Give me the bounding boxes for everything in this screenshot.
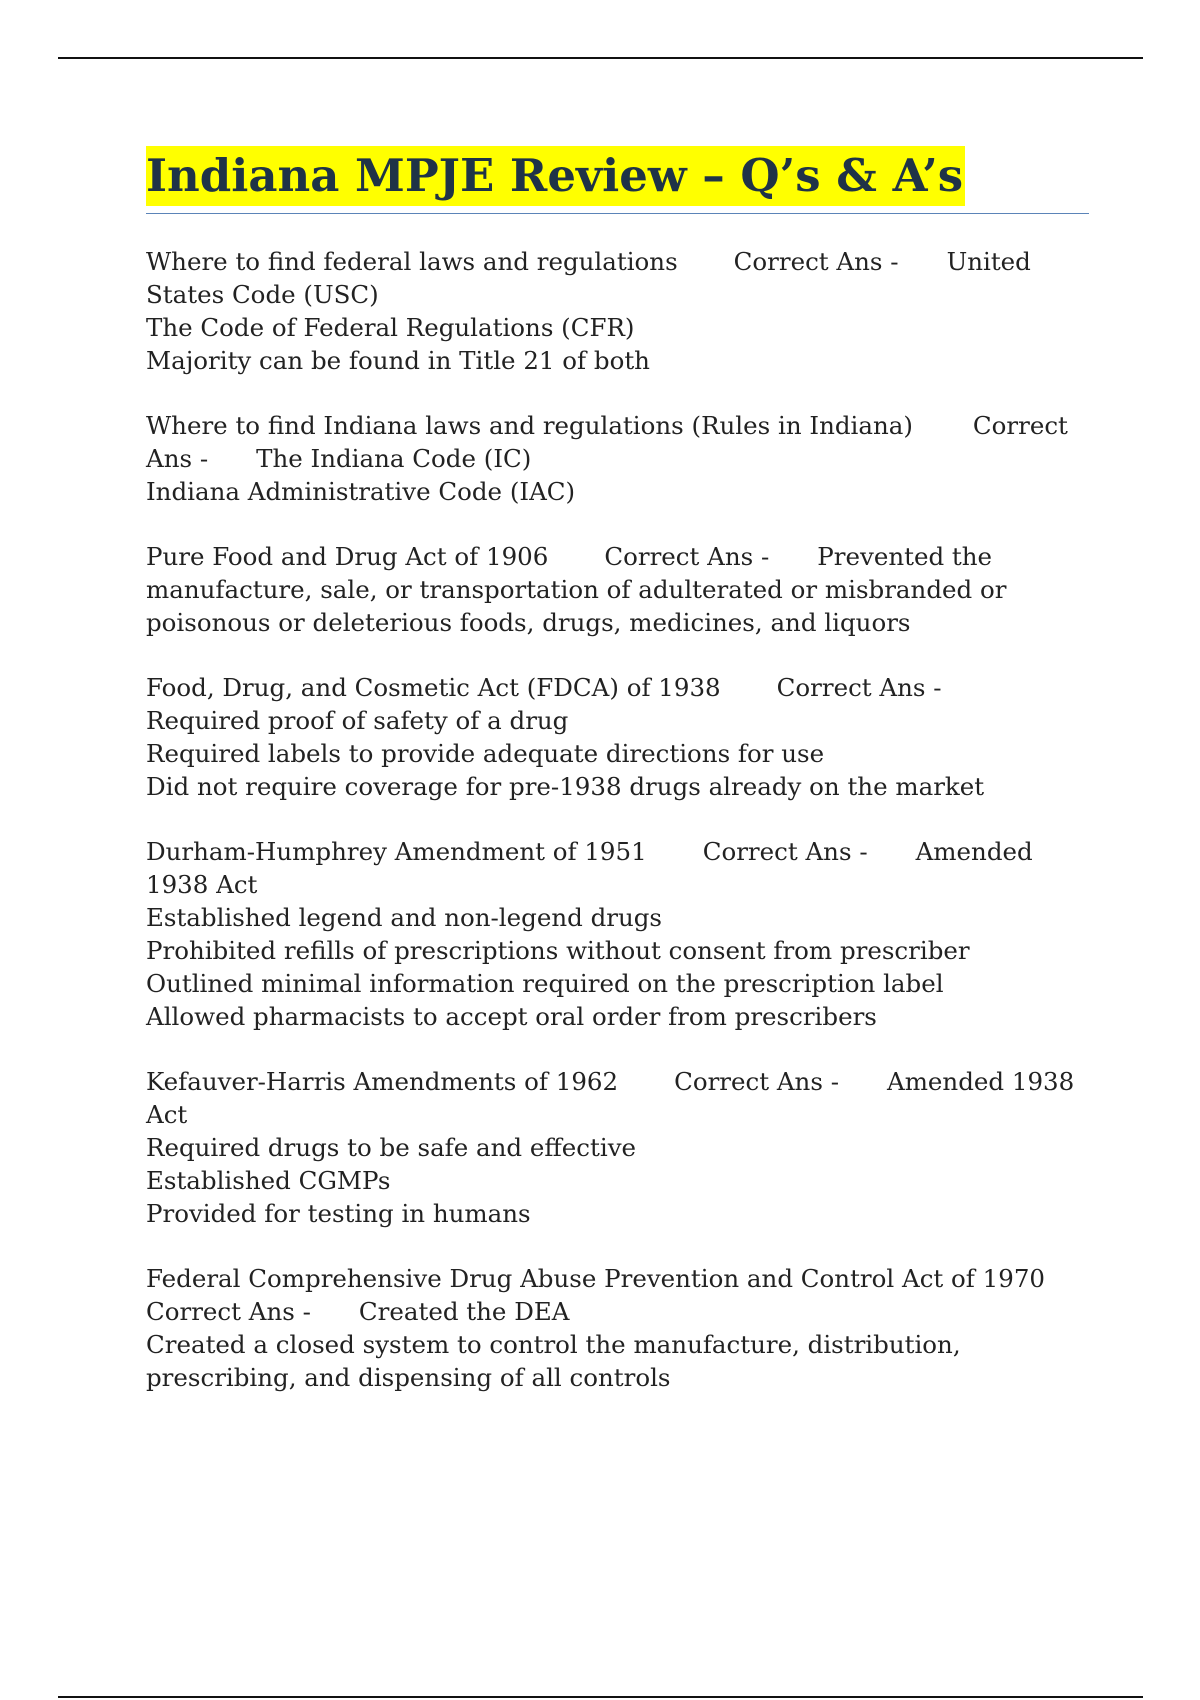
answer-line: States Code (USC) [146,280,379,309]
question-text: Pure Food and Drug Act of 1906 [146,542,549,571]
answer-text: Created the DEA [358,1297,570,1326]
title-block [146,146,965,206]
answer-line: Established legend and non-legend drugs [146,903,662,932]
qa-answer-start-line [146,1295,1096,1328]
answer-line: Required drugs to be safe and effective [146,1133,637,1162]
answer-text: Amended 1938 [887,1067,1075,1096]
answer-text: United [946,247,1031,276]
question-text: Durham-Humphrey Amendment of 1951 [146,837,647,866]
answer-dash: - [199,444,209,473]
qa-question-line [146,671,1096,704]
qa-question-line [146,245,1096,278]
qa-item [146,1262,1096,1394]
answer-line: Prohibited refills of prescriptions without consent from prescriber [146,936,970,965]
qa-item [146,671,1096,803]
answer-line: Provided for testing in humans [146,1199,531,1228]
question-text: Kefauver-Harris Amendments of 1962 [146,1067,619,1096]
answer-text: Amended [915,837,1033,866]
answer-line: Did not require coverage for pre-1938 drugs already on the market [146,772,985,801]
correct-word: Correct [972,411,1068,440]
answer-dash: - [830,1067,839,1096]
correct-label: Correct Ans [702,837,852,866]
answer-dash: - [933,673,942,702]
qa-question-line [146,1065,1096,1098]
answer-text: The Indiana Code (IC) [256,444,532,473]
question-text: Where to find Indiana laws and regulations (Rules in Indiana) [146,411,913,440]
correct-label: Correct Ans [776,673,926,702]
qa-question-line: Federal Comprehensive Drug Abuse Prevention and Control Act of 1970 [146,1264,1045,1293]
qa-item [146,245,1096,377]
answer-line: Outlined minimal information required on the prescription label [146,969,944,998]
title-underline [146,213,1089,214]
qa-item [146,1065,1096,1230]
answer-line: Majority can be found in Title 21 of both [146,346,650,375]
qa-item [146,540,1096,639]
qa-item [146,835,1096,1033]
correct-label: Correct Ans [674,1067,823,1096]
qa-question-line [146,409,1096,442]
answer-dash: - [859,837,868,866]
answer-line: prescribing, and dispensing of all controls [146,1363,671,1392]
answer-line: Established CGMPs [146,1166,391,1195]
bottom-rule [58,1696,1143,1698]
question-text: Where to find federal laws and regulations [146,247,678,276]
qa-question-line [146,835,1096,868]
answer-dash: - [761,542,770,571]
top-rule [58,57,1143,59]
page-title: Indiana MPJE Review – Q’s & A’s [146,146,965,206]
answer-line: Act [146,1100,188,1129]
answer-dash: - [302,1297,311,1326]
qa-list [146,245,1096,1426]
answer-line: manufacture, sale, or transportation of adulterated or misbranded or [146,575,1007,604]
answer-line: 1938 Act [146,870,258,899]
answer-line: Indiana Administrative Code (IAC) [146,477,576,506]
qa-item [146,409,1096,508]
correct-label: Correct Ans [733,247,883,276]
answer-line: Created a closed system to control the manufacture, distribution, [146,1330,961,1359]
answer-line: Allowed pharmacists to accept oral order from prescribers [146,1002,877,1031]
question-text: Food, Drug, and Cosmetic Act (FDCA) of 1938 [146,673,721,702]
answer-line: Required labels to provide adequate directions for use [146,739,825,768]
correct-label: Correct Ans [604,542,754,571]
ans-word: Ans [146,444,193,473]
correct-label: Correct Ans [146,1297,295,1326]
answer-line: Required proof of safety of a drug [146,706,569,735]
answer-line: The Code of Federal Regulations (CFR) [146,313,635,342]
qa-question-line [146,540,1096,573]
answer-text: Prevented the [817,542,993,571]
answer-line: poisonous or deleterious foods, drugs, medicines, and liquors [146,608,911,637]
answer-dash: - [890,247,899,276]
qa-answer-start-line [146,442,1096,475]
